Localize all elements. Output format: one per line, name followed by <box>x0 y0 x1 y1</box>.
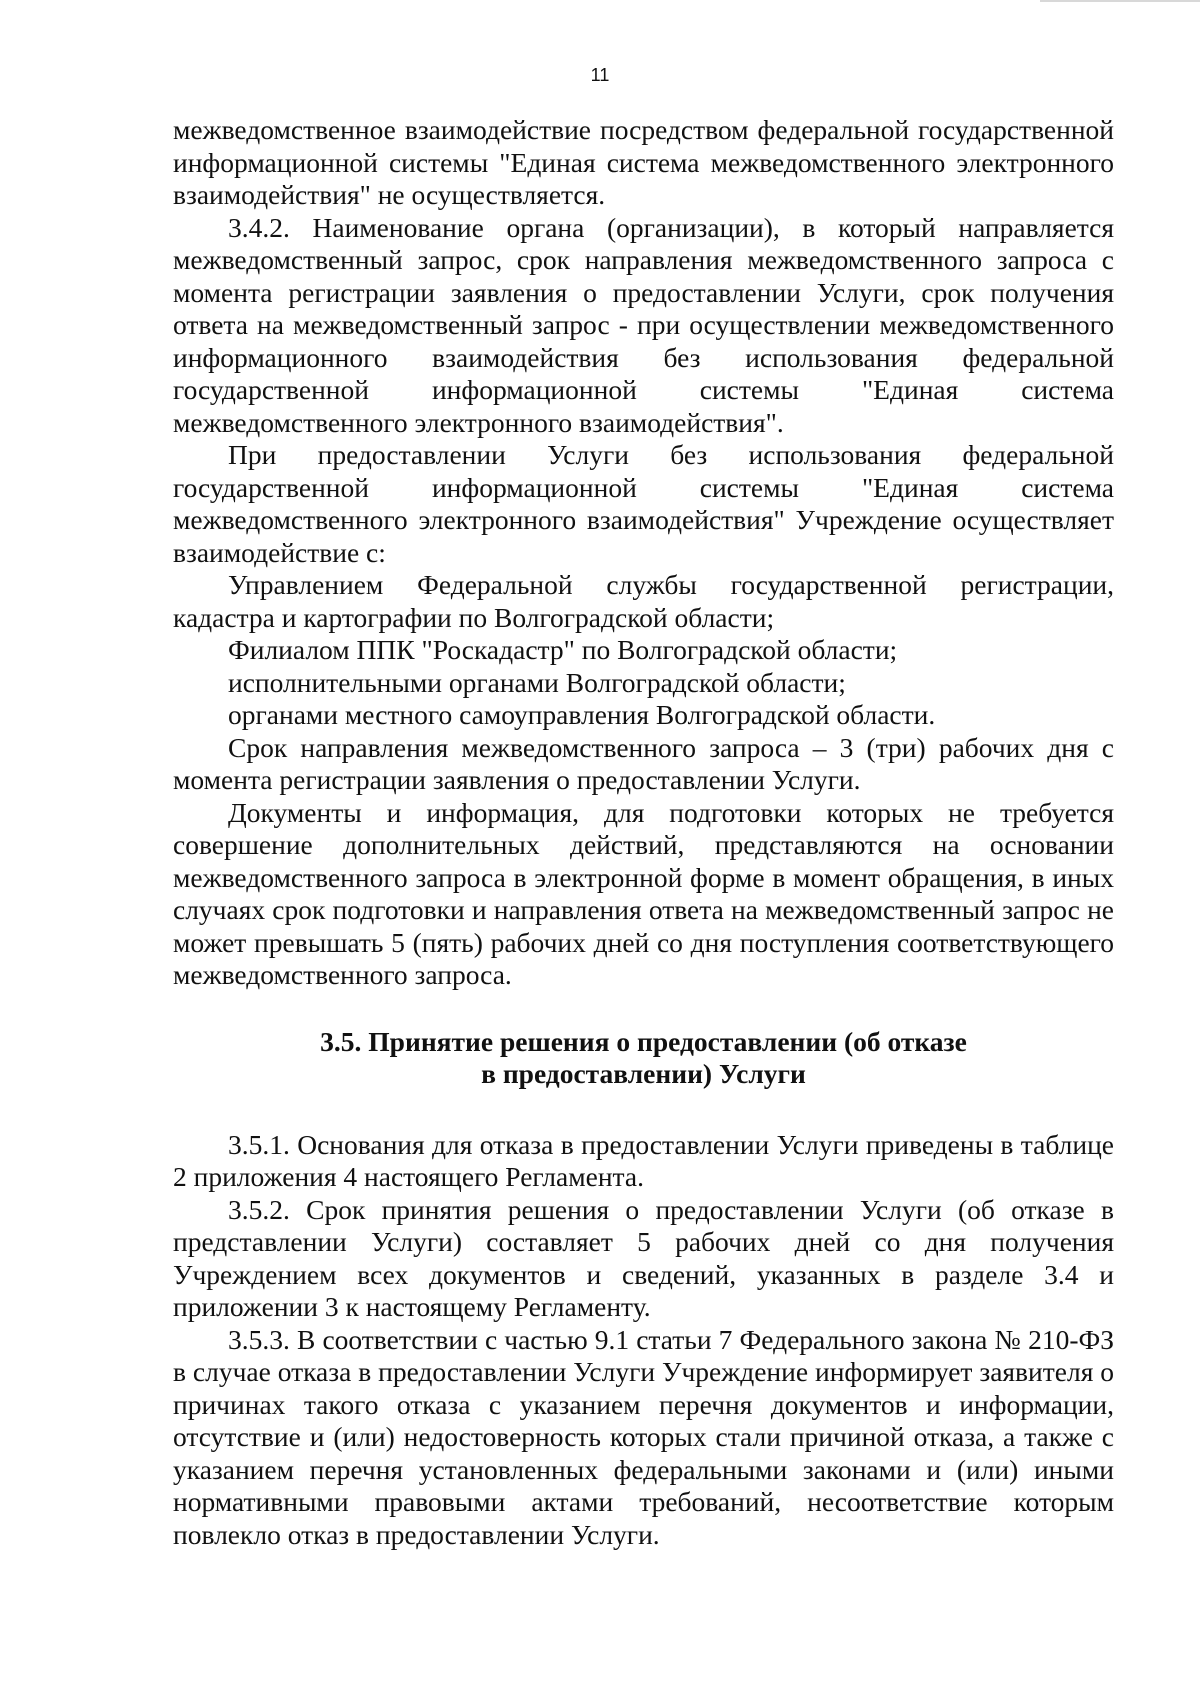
paragraph: органами местного самоуправления Волгоградской области. <box>228 699 936 730</box>
section-heading-line: 3.5. Принятие решения о предоставлении (об отказе <box>320 1025 967 1057</box>
paragraph: При предоставлении Услуги без использования федеральной государственной информационной системы "Единая система межведомственного электронного взаимодействия" Учреждение осуществляет взаимодействие с: <box>173 439 1114 568</box>
section-3-5 <box>173 1129 1114 1552</box>
document-body <box>173 114 1114 1551</box>
page-number: 11 <box>590 65 610 85</box>
paragraph: межведомственное взаимодействие посредством федеральной государственной информационной системы "Единая система межведомственного электронного взаимодействия" не осуществляется. <box>173 114 1114 210</box>
scan-edge-mark <box>1040 0 1200 2</box>
section-heading-line: в предоставлении) Услуги <box>481 1058 806 1089</box>
paragraph: Управлением Федеральной службы государственной регистрации, кадастра и картографии по Волгоградской области; <box>173 569 1114 633</box>
paragraph: 3.5.3. В соответствии с частью 9.1 статьи 7 Федерального закона № 210-ФЗ в случае отказа в предоставлении Услуги Учреждение информирует заявителя о причинах такого отказа с указанием перечня документов и информации, отсутствие и (или) недостоверность которых стали причиной отказа, а также с указанием перечня установленных федеральными законами и (или) иными нормативными правовыми актами требований, несоответствие которым повлекло отказ в предоставлении Услуги. <box>173 1323 1114 1550</box>
paragraph: исполнительными органами Волгоградской области; <box>228 666 846 698</box>
section-3-4-continuation <box>173 114 1114 992</box>
paragraph: Филиалом ППК "Роскадастр" по Волгоградской области; <box>228 634 898 665</box>
paragraph: 3.5.2. Срок принятия решения о предоставлении Услуги (об отказе в представлении Услуги) составляет 5 рабочих дней со дня получения Учреждением всех документов и сведений, указанных в разделе 3.4 и приложении 3 к настоящему Регламенту. <box>173 1193 1114 1322</box>
paragraph: Срок направления межведомственного запроса – 3 (три) рабочих дня с момента регистрации заявления о предоставлении Услуги. <box>173 731 1114 795</box>
section-heading-3-5 <box>173 1026 1114 1091</box>
paragraph: 3.5.1. Основания для отказа в предоставлении Услуги приведены в таблице 2 приложения 4 настоящего Регламента. <box>173 1128 1114 1192</box>
paragraph: Документы и информация, для подготовки которых не требуется совершение дополнительных действий, представляются на основании межведомственного запроса в электронной форме в момент обращения, в иных случаях срок подготовки и направления ответа на межведомственный запрос не может превышать 5 (пять) рабочих дней со дня поступления соответствующего межведомственного запроса. <box>173 796 1114 990</box>
paragraph: 3.4.2. Наименование органа (организации), в который направляется межведомственный запрос, срок направления межведомственного запроса с момента регистрации заявления о предоставлении Услуги, срок получения ответа на межведомственный запрос - при осуществлении межведомственного информационного взаимодействия без использования федеральной государственной информационной системы "Единая система межведомственного электронного взаимодействия". <box>173 211 1114 438</box>
